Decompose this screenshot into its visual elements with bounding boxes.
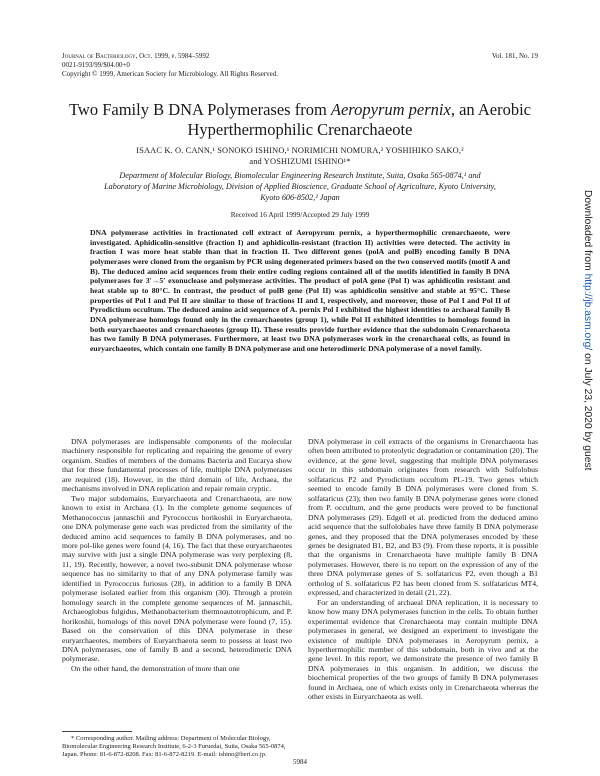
article-title	[62, 100, 538, 140]
body-paragraph: DNA polymerase in cell extracts of the organisms in Crenarchaeota has often been attributed to proteolytic degradation or contamination (20). The evidence, at the gene level, suggesting that multiple DNA polymerases occur in this subdomain originates from research with Sulfolobus solfataricus P2 and Pyrodictium occultum PL-19. Two genes which seemed to encode family B DNA polymerases were cloned from S. solfataricus (23); then two family B DNA polymerase genes were cloned from P. occultum, and the gene products were proved to be functional DNA polymerases (29). Edgell et al. predicted from the deduced amino acid sequence that the sulfolobales have three family B DNA polymerase genes, and they proposed that the DNA polymerases encoded by these genes be designated B1, B2, and B3 (9). From these reports, it is possible that the organisms in Crenarchaeota have multiple family B DNA polymerases. However, there is no report on the expression of any of the three DNA polymerase genes of S. solfataricus P2, even though a B1 ortholog of S. solfataricus P2 has been cloned from S. solfataricus MT4, expressed, and characterized in detail (21, 22).	[308, 437, 538, 598]
received-dates: Received 16 April 1999/Accepted 29 July 1999	[230, 210, 370, 219]
abstract: DNA polymerase activities in fractionated cell extract of Aeropyrum pernix, a hyperthermophilic crenarchaeote, were investigated. Aphidicolin-sensitive (fraction I) and aphidicolin-resistant (fraction II) activities were detected. The activity in fraction I was more heat stable than that in fraction II. Two different genes (polA and polB) encoding family B DNA polymerases were cloned from the organism by PCR using degenerated primers based on the two conserved motifs (motif A and B). The deduced amino acid sequences from their entire coding regions contained all of the motifs identified in family B DNA polymerases for 3′→5′ exonuclease and polymerase activities. The product of polA gene (Pol I) was aphidicolin resistant and heat stable up to 80°C. In contrast, the product of polB gene (Pol II) was aphidicolin sensitive and stable at 95°C. These properties of Pol I and Pol II are similar to those of fractions II and I, respectively, and moreover, those of Pol I and Pol II of Pyrodictium occultum. The deduced amino acid sequence of A. pernix Pol I exhibited the highest identities to archaeal family B DNA polymerase homologs found only in the crenarchaeotes (group 1), while Pol II exhibited identities to homologs found in both euryarchaeotes and crenarchaeotes (group II). These results provide further evidence that the subdomain Crenarchaeota has two family B DNA polymerases. Furthermore, at least two DNA polymerases work in the crenarchaeal cells, as found in euryarchaeotes, which contain one family B DNA polymerase and one heterodimeric DNA polymerase of a novel family.	[90, 228, 510, 353]
affiliation-line-3: Kyoto 606-8502,² Japan	[260, 193, 340, 202]
download-watermark	[583, 190, 593, 610]
issn-line: 0021-9193/99/$04.00+0	[62, 61, 130, 69]
author-list	[62, 145, 538, 167]
journal-header	[62, 52, 278, 79]
watermark-prefix: Downloaded from	[582, 190, 593, 274]
volume-info: Vol. 181, No. 19	[491, 52, 538, 60]
body-column-left	[62, 437, 292, 673]
title-part-1: Two Family B DNA Polymerases from	[68, 100, 331, 119]
affiliation-line-2: Laboratory of Marine Microbiology, Division of Applied Bioscience, Graduate School of Agriculture, Kyoto University,	[104, 182, 496, 191]
footnote-divider	[62, 731, 132, 732]
copyright-line: Copyright © 1999, American Society for Microbiology. All Rights Reserved.	[62, 70, 279, 78]
affiliation-line-1: Department of Molecular Biology, Biomolecular Engineering Research Institute, Suita, Osaka 565-0874,¹ and	[119, 171, 481, 180]
title-species: Aeropyrum pernix	[330, 100, 451, 119]
journal-site-link[interactable]: http://jb.asm.org/	[582, 273, 593, 351]
body-paragraph: Two major subdomains, Euryarchaeota and Crenarchaeota, are now known to exist in Archaea (1). In the complete genome sequences of Methanococcus jannaschii and Pyrococcus horikoshii in Euryarchaeota, one DNA polymerase gene each was predicted from the similarity of the deduced amino acid sequences to family B DNA polymerases, and no more pol-like genes were found (4, 16). The fact that these euryarchaeotes may survive with just a single DNA polymerase was very perplexing (8, 11, 19). Recently, however, a novel two-subunit DNA polymerase whose sequence has no similarity to that of any DNA polymerase family was identified in Pyrococcus furiosus (28), in addition to a family B DNA polymerase isolated earlier from this organism (30). Through a protein homology search in the complete genome sequences of M. jannaschii, Archaeoglobus fulgidus, Methanobacterium thermoautotrophicum, and P. horikoshii, homologs of this novel DNA polymerase were found (7, 15). Based on the conservation of this DNA polymerase in these euryarchaeotes, members of Euryarchaeota seem to possess at least two DNA polymerases, one of family B and a second, heterodimeric DNA polymerase.	[62, 493, 292, 664]
watermark-suffix: on July 23, 2020 by guest	[582, 350, 593, 471]
body-paragraph: For an understanding of archaeal DNA replication, it is necessary to know how many DNA polymerases function in the cells. To obtain further experimental evidence that Crenarchaeota may contain multiple DNA polymerases in general, we designed an experiment to investigate the existence of multiple DNA polymerases in Aeropyrum pernix, a hyperthermophilic member of this subdomain, both in vivo and at the gene level. In this report, we demonstrate the presence of two family B DNA polymerases in this organism. In addition, we discuss the biochemical properties of the two groups of family B DNA polymerases found in Archaea, one of which exists only in Crenarchaeota whereas the other exists in Euryarchaeota as well.	[308, 597, 538, 702]
page-number: 5984	[293, 758, 307, 766]
authors-line-2: and YOSHIZUMI ISHINO¹*	[249, 157, 351, 166]
body-paragraph: DNA polymerases are indispensable components of the molecular machinery responsible for replicating and repairing the genome of every organism. Studies of members of the domains Bacteria and Eucarya show that for these fundamental processes of life, multiple DNA polymerases are required (18). However, in the third domain of life, Archaea, the mechanisms involved in DNA replication and repair remain cryptic.	[62, 437, 292, 494]
body-column-right	[308, 437, 538, 702]
affiliations	[62, 170, 538, 203]
journal-citation: Journal of Bacteriology, Oct. 1999, p. 5984–5992	[62, 52, 210, 60]
corresponding-author-footnote: * Corresponding author. Mailing address: Department of Molecular Biology, Biomolecular Engineering Research Institute, 6-2-3 Furuedai, Suita, Osaka 565-0874, Japan. Phone: 81-6-872-8208. Fax: 81-6-872-8219. E-mail: ishino@beri.co.jp.	[62, 735, 286, 759]
authors-line-1: ISAAC K. O. CANN,¹ SONOKO ISHINO,¹ NORIMICHI NOMURA,² YOSHIHIKO SAKO,²	[136, 146, 464, 155]
title-part-2: , an Aerobic Hyperthermophilic Crenarchaeote	[187, 100, 531, 139]
body-paragraph: On the other hand, the demonstration of more than one	[71, 663, 240, 673]
